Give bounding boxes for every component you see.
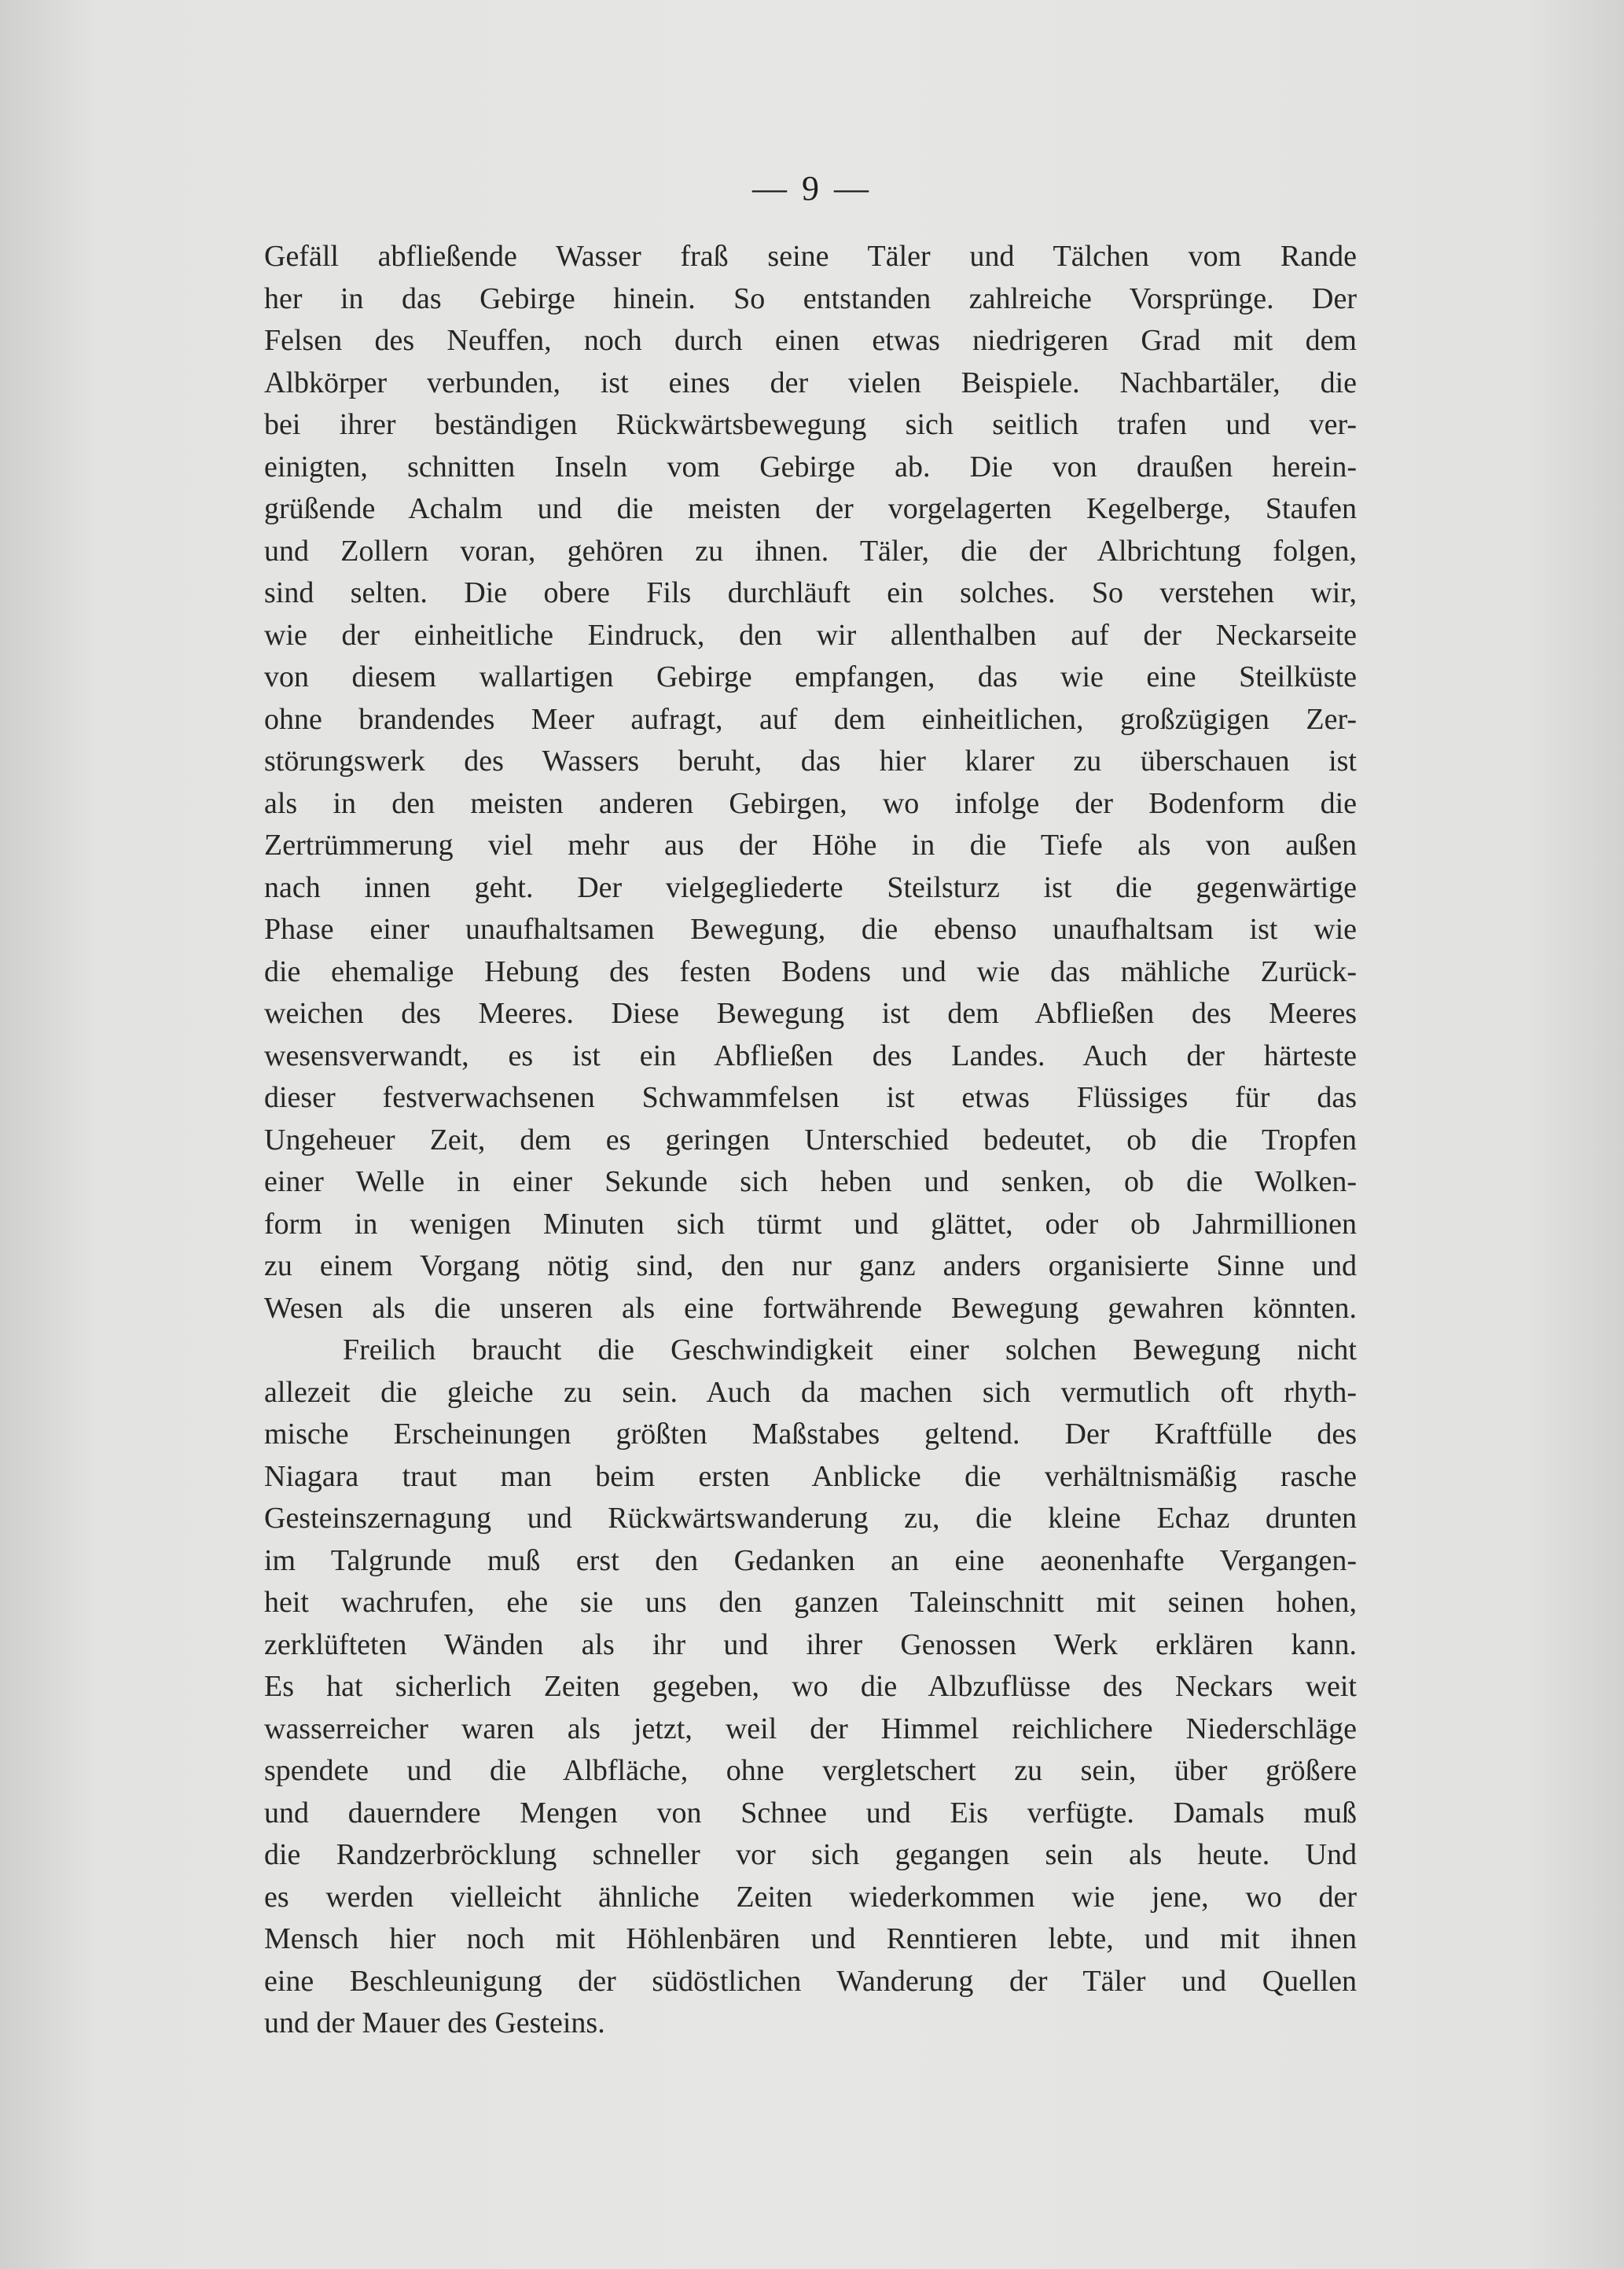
text-line: Wesen als die unseren als eine fortwährende Bewegung gewahren könnten. <box>264 1291 1357 1325</box>
text-line: die ehemalige Hebung des festen Bodens und wie das mähliche Zurück- <box>264 954 1357 988</box>
text-line: sind selten. Die obere Fils durchläuft ein solches. So verstehen wir, <box>264 576 1357 609</box>
text-line: die Randzerbröcklung schneller vor sich gegangen sein als heute. Und <box>264 1838 1357 1871</box>
text-line: her in das Gebirge hinein. So entstanden zahlreiche Vorsprünge. Der <box>264 281 1357 315</box>
text-line: Albkörper verbunden, ist eines der vielen Beispiele. Nachbartäler, die <box>264 366 1357 399</box>
text-line: spendete und die Albfläche, ohne vergletschert zu sein, über größere <box>264 1754 1357 1787</box>
text-line: Phase einer unaufhaltsamen Bewegung, die ebenso unaufhaltsam ist wie <box>264 913 1357 946</box>
text-line: bei ihrer beständigen Rückwärtsbewegung sich seitlich trafen und ver- <box>264 408 1357 441</box>
text-line: Gefäll abfließende Wasser fraß seine Täler und Tälchen vom Rande <box>264 240 1357 273</box>
text-line: Es hat sicherlich Zeiten gegeben, wo die Albzuflüsse des Neckars weit <box>264 1670 1357 1703</box>
text-line: zu einem Vorgang nötig sind, den nur ganz anders organisierte Sinne und <box>264 1249 1357 1282</box>
text-line: allezeit die gleiche zu sein. Auch da machen sich vermutlich oft rhyth- <box>264 1375 1357 1409</box>
text-line: im Talgrunde muß erst den Gedanken an eine aeonenhafte Vergangen- <box>264 1543 1357 1577</box>
text-line: einer Welle in einer Sekunde sich heben und senken, ob die Wolken- <box>264 1165 1357 1198</box>
text-line: als in den meisten anderen Gebirgen, wo infolge der Bodenform die <box>264 786 1357 820</box>
text-line: einigten, schnitten Inseln vom Gebirge ab. Die von draußen herein- <box>264 450 1357 484</box>
text-line: eine Beschleunigung der südöstlichen Wanderung der Täler und Quellen <box>264 1964 1357 1998</box>
text-line: wie der einheitliche Eindruck, den wir allenthalben auf der Neckarseite <box>264 618 1357 652</box>
text-line: von diesem wallartigen Gebirge empfangen, das wie eine Steilküste <box>264 660 1357 693</box>
text-line-last: und der Mauer des Gesteins. <box>264 2006 605 2039</box>
text-line: wesensverwandt, es ist ein Abfließen des Landes. Auch der härteste <box>264 1039 1357 1072</box>
text-line: Felsen des Neuffen, noch durch einen etwas niedrigeren Grad mit dem <box>264 324 1357 357</box>
text-line: wasserreicher waren als jetzt, weil der Himmel reichlichere Niederschläge <box>264 1712 1357 1745</box>
paragraph-start-line: Freilich braucht die Geschwindigkeit einer solchen Bewegung nicht <box>343 1333 1357 1366</box>
text-line: es werden vielleicht ähnliche Zeiten wiederkommen wie jene, wo der <box>264 1880 1357 1914</box>
body-text <box>264 236 1357 2045</box>
text-line: Zertrümmerung viel mehr aus der Höhe in die Tiefe als von außen <box>264 829 1357 862</box>
text-line: Ungeheuer Zeit, dem es geringen Unterschied bedeutet, ob die Tropfen <box>264 1123 1357 1157</box>
page-number-header: — 9 — <box>752 169 872 208</box>
text-line: störungswerk des Wassers beruht, das hier klarer zu überschauen ist <box>264 745 1357 778</box>
text-line: dieser festverwachsenen Schwammfelsen ist etwas Flüssiges für das <box>264 1081 1357 1114</box>
text-line: heit wachrufen, ehe sie uns den ganzen Taleinschnitt mit seinen hohen, <box>264 1586 1357 1619</box>
text-line: grüßende Achalm und die meisten der vorgelagerten Kegelberge, Staufen <box>264 492 1357 525</box>
text-line: ohne brandendes Meer aufragt, auf dem einheitlichen, großzügigen Zer- <box>264 702 1357 736</box>
text-line: und Zollern voran, gehören zu ihnen. Täler, die der Albrichtung folgen, <box>264 534 1357 568</box>
text-line: und dauerndere Mengen von Schnee und Eis verfügte. Damals muß <box>264 1796 1357 1830</box>
text-line: form in wenigen Minuten sich türmt und glättet, oder ob Jahrmillionen <box>264 1207 1357 1241</box>
text-line: nach innen geht. Der vielgegliederte Steilsturz ist die gegenwärtige <box>264 870 1357 904</box>
text-line: Gesteinszernagung und Rückwärtswanderung zu, die kleine Echaz drunten <box>264 1502 1357 1535</box>
text-line: Niagara traut man beim ersten Anblicke die verhältnismäßig rasche <box>264 1459 1357 1493</box>
text-line: Mensch hier noch mit Höhlenbären und Renntieren lebte, und mit ihnen <box>264 1922 1357 1955</box>
text-line: weichen des Meeres. Diese Bewegung ist dem Abfließen des Meeres <box>264 997 1357 1030</box>
text-line: zerklüfteten Wänden als ihr und ihrer Genossen Werk erklären kann. <box>264 1627 1357 1661</box>
text-line: mische Erscheinungen größten Maßstabes geltend. Der Kraftfülle des <box>264 1418 1357 1451</box>
